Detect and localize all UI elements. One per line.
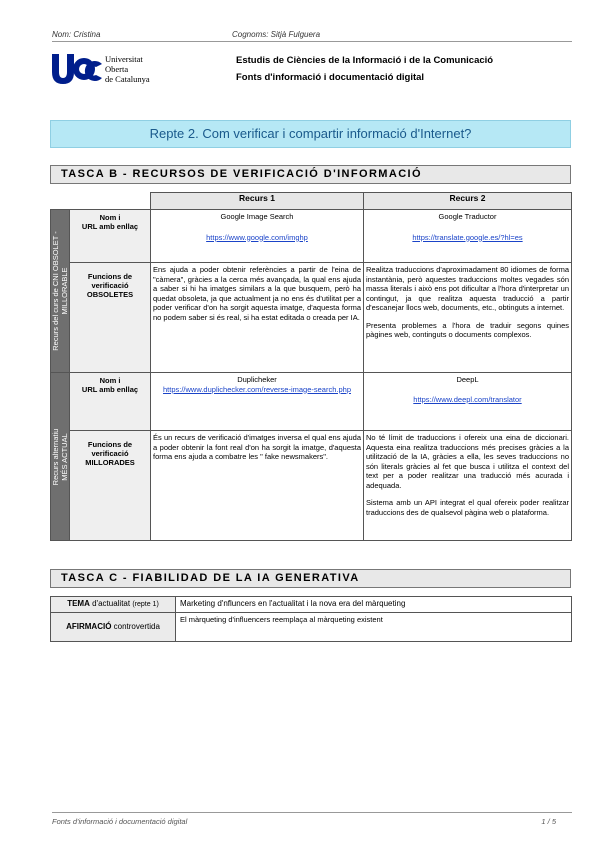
uoc-logo-text: Universitat Oberta de Catalunya — [105, 54, 150, 84]
col-header-recurs-2: Recurs 2 — [364, 193, 572, 210]
uoc-logo — [50, 50, 160, 92]
table-row — [51, 431, 572, 541]
footer-course: Fonts d'informació i documentació digital — [52, 817, 188, 826]
student-name: Nom: Cristina — [52, 30, 101, 39]
tasca-c-table — [50, 596, 572, 642]
tasca-c-title: TASCA C - FIABILIDAD DE LA IA GENERATIVA — [50, 569, 571, 588]
recurs-4-link[interactable]: https://www.deepl.com/translator — [413, 394, 522, 404]
recurs-2-link[interactable]: https://translate.google.es/?hl=es — [412, 232, 523, 242]
recurs-3-nom: Duplicheker https://www.duplichecker.com/reverse-image-search.php — [151, 373, 364, 431]
tema-label: TEMA d'actualitat (repte 1) — [51, 597, 176, 613]
course-subject: Fonts d'informació i documentació digital — [236, 72, 425, 83]
page-header — [52, 28, 572, 42]
nom-url-label: Nom i URL amb enllaç — [70, 373, 151, 431]
uoc-logo-mark-icon — [50, 50, 102, 88]
tasca-b-table — [50, 192, 572, 541]
table-row — [51, 597, 572, 613]
repte-banner: Repte 2. Com verificar i compartir informació d'Internet? — [50, 120, 571, 148]
recurs-2-nom: Google Traductor https://translate.google.es/?hl=es — [364, 210, 572, 263]
recurs-1-funcions-obsoletes: Ens ajuda a poder obtenir referències a partir de l'eina de "càmera", gràcies a la cerca més avançada, la qual ens ajuda a saber si hi ha imatges similars a la que busquem, però ha quedat obsoleta, ja que actualment ja no ens és d'utilitat per a poder verificar d'on ha sorgit aquesta imatge, d'aquesta forma no podem saber si és real, si ha estat editada o creada per IA. — [151, 263, 364, 373]
funcions-millorades-label: Funcions de verificació MILLORADES — [70, 431, 151, 541]
page-footer — [52, 812, 572, 826]
funcions-obsoletes-label: Funcions de verificació OBSOLETES — [70, 263, 151, 373]
table-header-row — [51, 193, 572, 210]
table-row — [51, 373, 572, 431]
group-label-obsolet: Recurs del curs de CNI OBSOLET - MILLORABLE — [51, 210, 70, 373]
recurs-2-funcions-obsoletes: Realitza traduccions d'aproximadament 80 idiomes de forma instantània, però aquestes traduccions moltes vegades són massa literals i això ens pot dificultar a l'hora d'interpretar un contingut, ja que realitza aquesta traducció a partir d'escanejar llocs web, documents, etc., obtinguts a internet. Presenta problemes a l'hora de traduir segons quines pàgines web, continguts o documents complexos. — [364, 263, 572, 373]
course-heading — [236, 52, 493, 86]
recurs-3-funcions-millorades: És un recurs de verificació d'imatges inversa el qual ens ajuda a poder obtenir la font real d'on ha sorgit la imatge, d'aquesta forma ens ajuda a combatre les " fake newsmakers". — [151, 431, 364, 541]
col-header-recurs-1: Recurs 1 — [151, 193, 364, 210]
recurs-1-link[interactable]: https://www.google.com/imghp — [206, 232, 308, 242]
afirmacio-label: AFIRMACIÓ controvertida — [51, 613, 176, 642]
page-number: 1 / 5 — [541, 817, 556, 826]
student-surnames: Cognoms: Sitjà Fulguera — [232, 30, 321, 39]
recurs-1-nom: Google Image Search https://www.google.com/imghp — [151, 210, 364, 263]
recurs-4-nom: DeepL https://www.deepl.com/translator — [364, 373, 572, 431]
table-row — [51, 613, 572, 642]
table-row — [51, 263, 572, 373]
recurs-3-link[interactable]: https://www.duplichecker.com/reverse-image-search.php — [163, 384, 351, 394]
nom-url-label: Nom i URL amb enllaç — [70, 210, 151, 263]
tasca-b-title: TASCA B - RECURSOS DE VERIFICACIÓ D'INFORMACIÓ — [50, 165, 571, 184]
tema-value: Marketing d'nfluncers en l'actualitat i la nova era del màrqueting — [176, 597, 572, 613]
afirmacio-value: El màrqueting d'influencers reemplaça al màrqueting existent — [176, 613, 572, 642]
table-row — [51, 210, 572, 263]
group-label-actual: Recurs alternatiu MÉS ACTUAL — [51, 373, 70, 541]
recurs-4-funcions-millorades: No té límit de traduccions i ofereix una eina de diccionari. Aquesta eina realitza traduccions més precises gràcies a la utilització de la IA, gràcies a ella, les seves traduccions no són literals gràcies al fet que busca i utilitza el context del text per a poder realitzar una traducció més acurada i adequada. Sistema amb un API integrat el qual ofereix poder realitzar traduccions des de qualsevol pàgina web o plataforma. — [364, 431, 572, 541]
course-studies: Estudis de Ciències de la Informació i de la Comunicació — [236, 55, 494, 66]
